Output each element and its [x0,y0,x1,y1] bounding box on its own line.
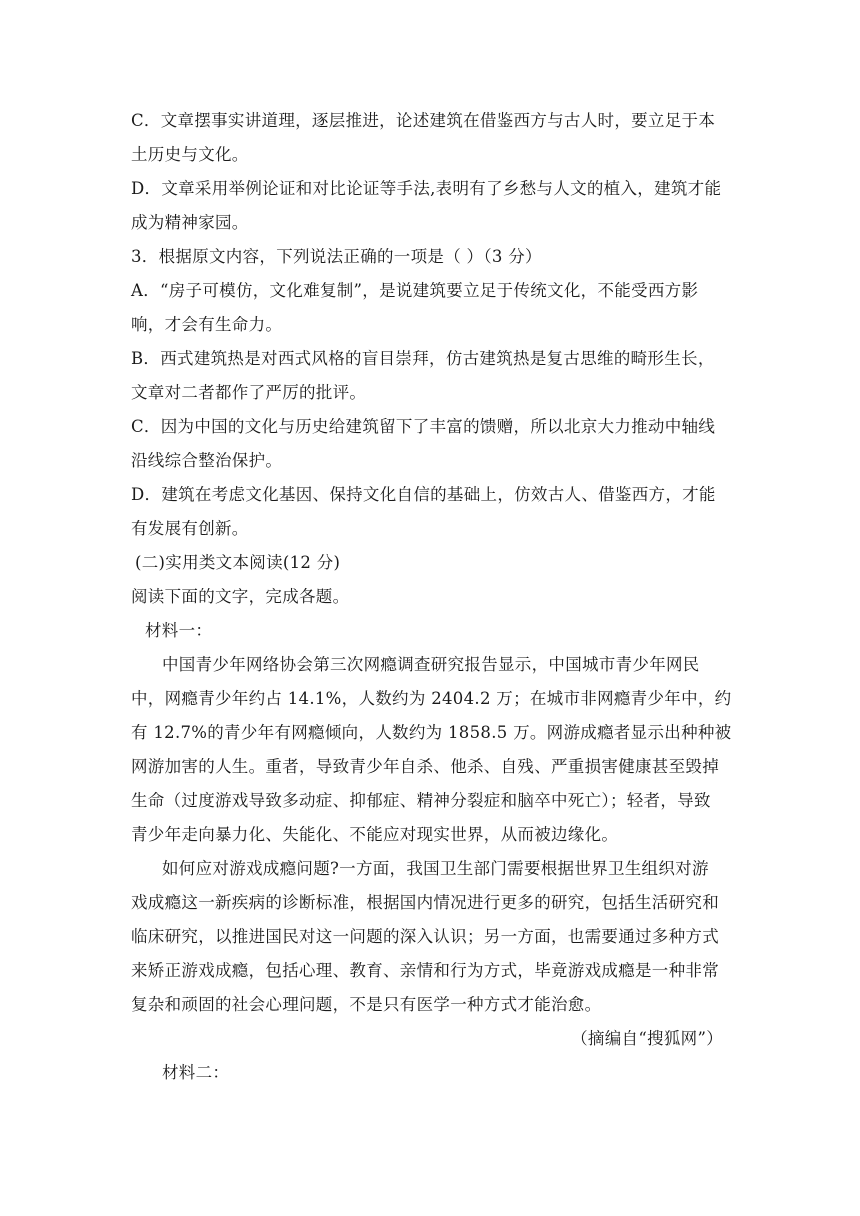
q3-option-c-line-2: 沿线综合整治保护。 [131,451,283,470]
option-d-line-2: 成为精神家园。 [131,213,249,232]
option-d-line-1: D．文章采用举例论证和对比论证等手法,表明有了乡愁与人文的植入，建筑才能 [131,179,722,198]
q3-option-a-line-1: A．“房子可模仿，文化难复制”，是说建筑要立足于传统文化，不能受西方影 [131,281,699,300]
material-1-para-1-line-2: 中，网瘾青少年约占 14.1%，人数约为 2404.2 万；在城市非网瘾青少年中，约 [131,689,732,708]
q3-option-b-line-1: B．西式建筑热是对西式风格的盲目崇拜，仿古建筑热是复古思维的畸形生长， [131,349,715,368]
q3-option-a-line-2: 响，才会有生命力。 [131,315,283,334]
question-3-stem: 3．根据原文内容，下列说法正确的一项是（ ）（3 分） [131,247,542,266]
section-heading: (二)实用类文本阅读(12 分) [135,553,341,572]
material-1-para-1-line-3: 有 12.7%的青少年有网瘾倾向，人数约为 1858.5 万。网游成瘾者显示出种种被 [131,723,732,742]
material-1-para-2-line-5: 复杂和顽固的社会心理问题，不是只有医学一种方式才能治愈。 [131,995,602,1014]
q3-option-d-line-1: D．建筑在考虑文化基因、保持文化自信的基础上，仿效古人、借鉴西方，才能 [131,485,716,504]
q3-option-c-line-1: C．因为中国的文化与历史给建筑留下了丰富的馈赠，所以北京大力推动中轴线 [131,417,716,436]
material-2-label: 材料二： [162,1063,230,1082]
material-1-para-1-line-5: 生命（过度游戏导致多动症、抑郁症、精神分裂症和脑卒中死亡）；轻者，导致 [131,791,711,810]
material-1-para-2-line-4: 来矫正游戏成瘾，包括心理、教育、亲情和行为方式，毕竟游戏成瘾是一种非常 [131,961,719,980]
material-1-label: 材料一： [145,621,213,640]
material-1-para-1-line-4: 网游加害的人生。重者，导致青少年自杀、他杀、自残、严重损害健康甚至毁掉 [131,757,719,776]
q3-option-d-line-2: 有发展有创新。 [131,519,249,538]
material-1-para-1-line-6: 青少年走向暴力化、失能化、不能应对现实世界，从而被边缘化。 [131,825,619,844]
material-1-para-1-line-1: 中国青少年网络协会第三次网瘾调查研究报告显示，中国城市青少年网民 [162,655,700,674]
q3-option-b-line-2: 文章对二者都作了严厉的批评。 [131,383,367,402]
option-c-line-1: C．文章摆事实讲道理，逐层推进，论述建筑在借鉴西方与古人时，要立足于本 [131,111,716,130]
source-citation: （摘编自“搜狐网”） [571,1029,723,1048]
material-1-para-2-line-2: 戏成瘾这一新疾病的诊断标准，根据国内情况进行更多的研究，包括生活研究和 [131,893,719,912]
material-1-para-2-line-1: 如何应对游戏成瘾问题?一方面，我国卫生部门需要根据世界卫生组织对游 [162,859,709,878]
material-1-para-2-line-3: 临床研究，以推进国民对这一问题的深入认识；另一方面，也需要通过多种方式 [131,927,719,946]
instruction-text: 阅读下面的文字，完成各题。 [131,587,350,606]
option-c-line-2: 土历史与文化。 [131,145,249,164]
